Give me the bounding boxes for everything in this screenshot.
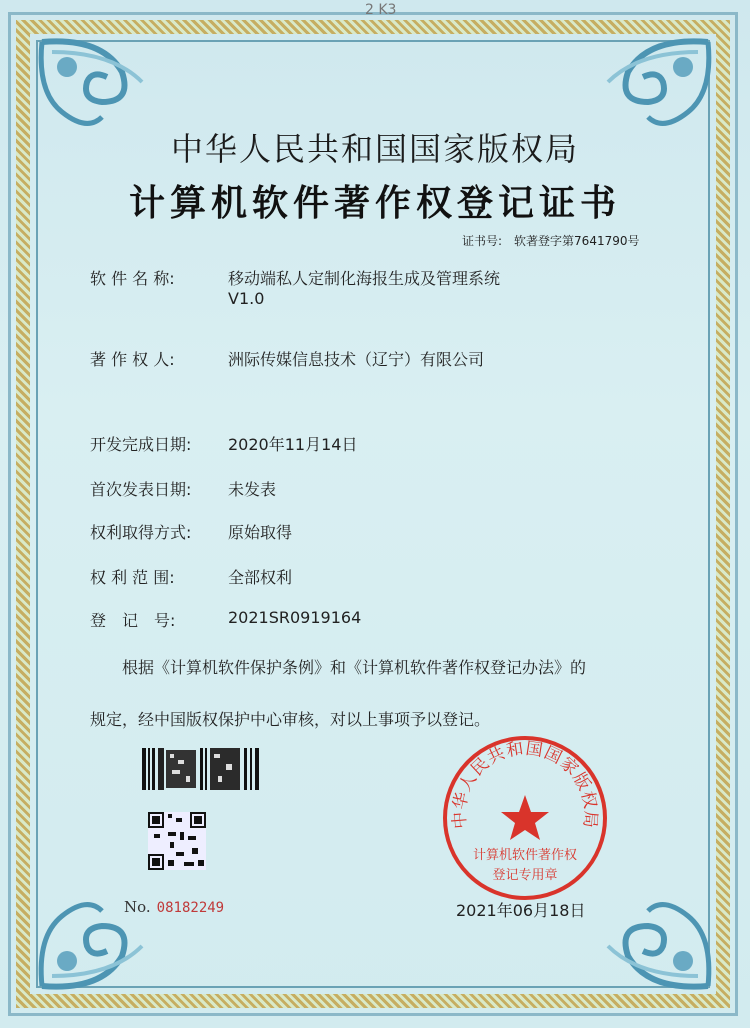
field-rights-scope [90, 565, 292, 588]
statement-line: 规定，经中国版权保护中心审核，对以上事项予以登记。 [90, 710, 491, 729]
field-label: 著 作 权 人: [90, 350, 175, 369]
seal-inner-line1: 计算机软件著作权 [472, 848, 578, 863]
barcode-image [142, 748, 260, 790]
field-label: 软 件 名 称: [90, 269, 175, 288]
serial-number [124, 898, 224, 916]
field-completion-date [90, 432, 357, 455]
software-version-value: V1.0 [228, 289, 265, 308]
certificate-title: 计算机软件著作权登记证书 [128, 182, 621, 224]
field-acquisition-method [90, 520, 292, 543]
field-copyright-holder [90, 347, 484, 370]
field-first-publish-date [90, 477, 276, 500]
field-label: 登 记 号: [90, 611, 176, 630]
seal-outer-text: 中华人民共和国国家版权局 [449, 738, 601, 830]
official-seal [440, 733, 610, 903]
issue-date: 2021年06月18日 [456, 901, 586, 920]
field-value: 全部权利 [228, 568, 293, 587]
field-registration-no [90, 608, 361, 631]
cert-no-label: 证书号: [462, 234, 503, 248]
handwritten-note: 2 K3 [365, 2, 397, 18]
software-name-value: 移动端私人定制化海报生成及管理系统 [228, 269, 501, 288]
certificate-number [462, 232, 652, 249]
legal-statement [90, 642, 670, 746]
field-label: 权 利 范 围: [90, 568, 175, 587]
statement-line: 根据《计算机软件保护条例》和《计算机软件著作权登记办法》的 [122, 658, 587, 677]
field-value: 原始取得 [228, 523, 293, 542]
serial-value: 08182249 [156, 900, 225, 916]
field-value [228, 266, 500, 308]
cert-no-value: 软著登字第7641790号 [514, 234, 640, 248]
field-value: 洲际传媒信息技术（辽宁）有限公司 [228, 350, 485, 369]
field-software-name [90, 266, 500, 308]
qr-code-image [148, 812, 206, 870]
field-label: 权利取得方式: [90, 523, 192, 542]
seal-star-icon [501, 795, 549, 840]
corner-ornament [32, 876, 182, 996]
field-value: 未发表 [228, 480, 277, 499]
serial-prefix: No. [124, 898, 151, 916]
field-label: 开发完成日期: [90, 435, 192, 454]
field-value: 2021SR0919164 [228, 608, 362, 627]
field-value: 2020年11月14日 [228, 435, 358, 454]
field-label: 首次发表日期: [90, 480, 192, 499]
issuing-authority: 中华人民共和国国家版权局 [170, 130, 579, 168]
seal-inner-line2: 登记专用章 [492, 868, 558, 883]
